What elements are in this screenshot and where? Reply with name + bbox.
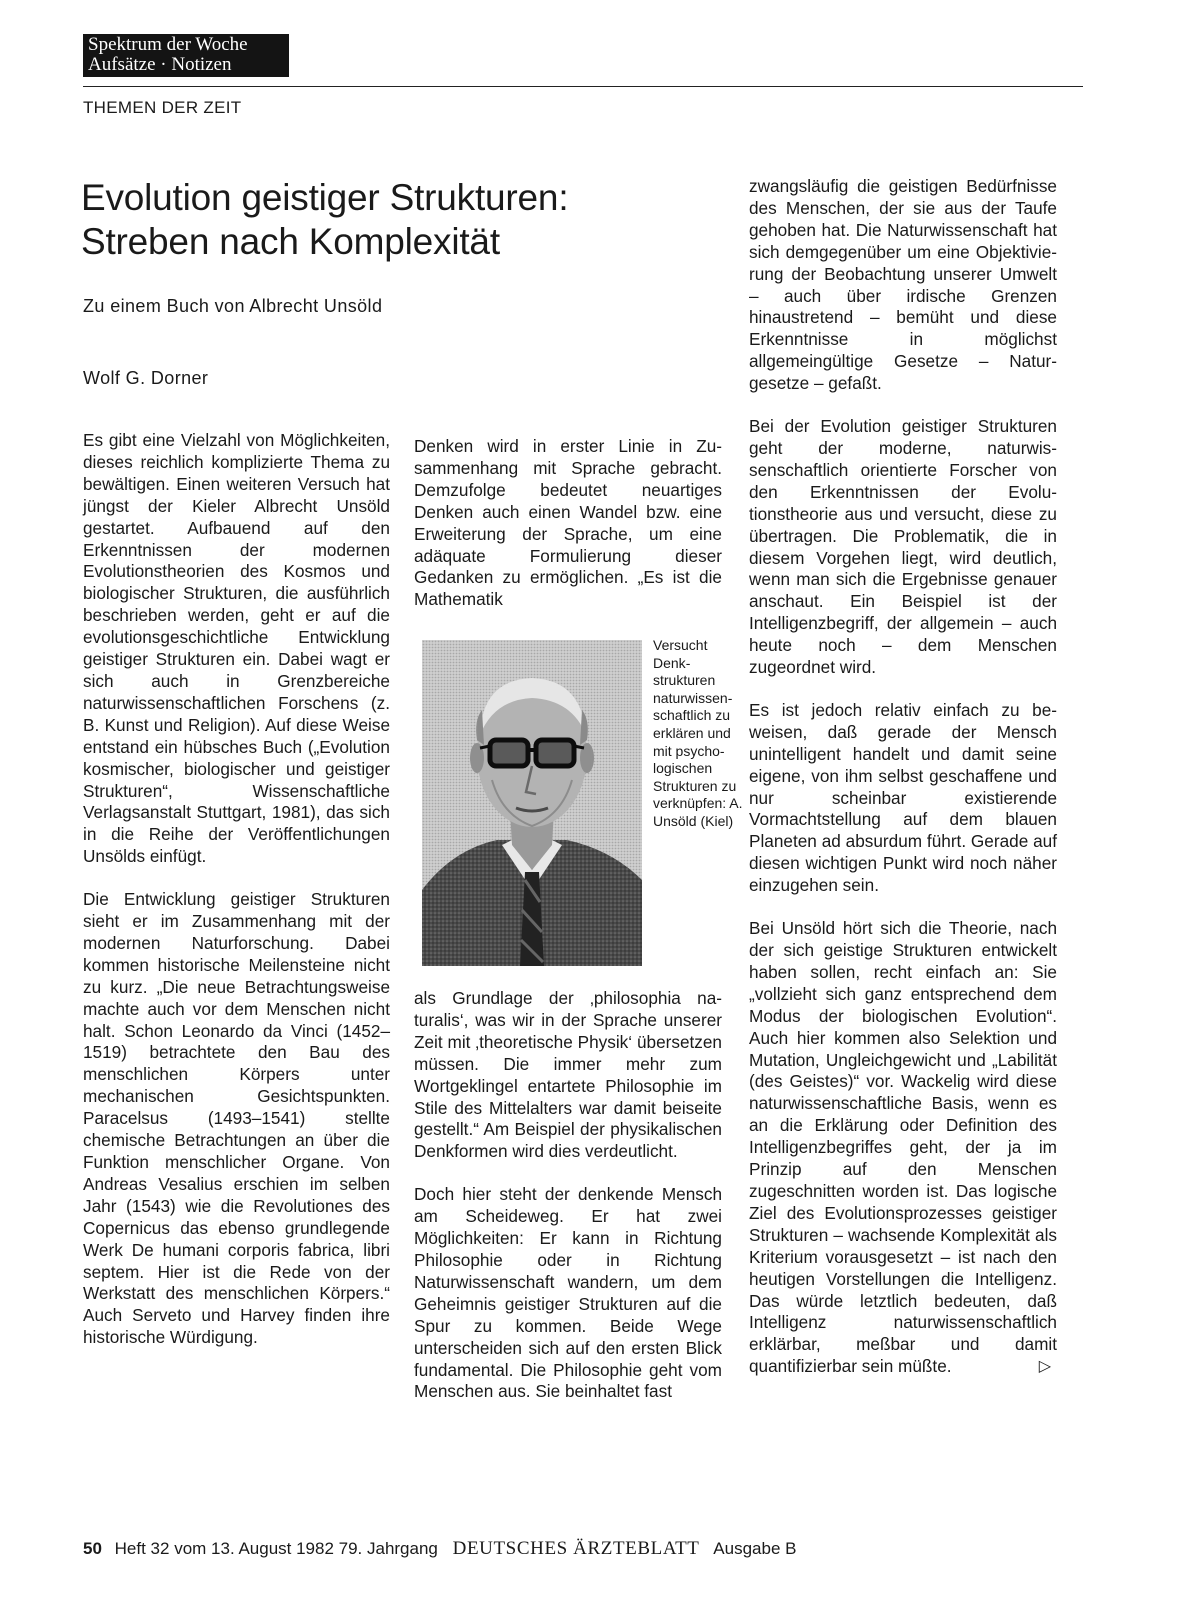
title-line-1: Evolution geistiger Strukturen: bbox=[81, 177, 569, 218]
col3-paragraph-3-text: Bei Unsöld hört sich die Theorie, nach der sich geistige Strukturen entwickelt haben sollen, recht einfach an: Sie „vollzieht sich ganz entsprechend dem Modus der biologischen Evolution“. Auch hier kommen also Selektion und Mutation, Ungleichgewicht und „Labilität (des Geistes)“ vor. Wackelig wird diese naturwissenschaftliche Basis, wenn es an die Erklärung oder Definition des Intelligenzbegriffes geht, der ja im Prinzip auf den Menschen zugeschnitten worden ist. Das logische Ziel des Evolutionsprozesses geistiger Strukturen – wachsende Komplexität als Kriterium vorausgesetzt – ist nach den heutigen Vorstellungen die Intelligenz. Das würde letztlich bedeuten, daß Intelligenz naturwissenschaftlich erklärbar, meßbar und damit quantifizierbar sein müßte. bbox=[749, 918, 1057, 1377]
page-footer bbox=[83, 1538, 796, 1560]
column-3 bbox=[749, 176, 1057, 1378]
article-author: Wolf G. Dorner bbox=[83, 368, 209, 388]
badge-line-1: Spektrum der Woche bbox=[88, 34, 248, 55]
col3-paragraph-2: Es ist jedoch relativ einfach zu beweisen, daß gerade der Mensch unintelligent handelt und damit seine eigene, von ihm selbst geschaffene und nur scheinbar existierende Vormachtstellung auf dem blauen Planeten ad absurdum führt. Gerade auf diesen wichtigen Punkt wird noch näher einzugehen sein. bbox=[749, 699, 1057, 896]
badge-line-2: Aufsätze · Notizen bbox=[88, 54, 232, 75]
column-2-bottom bbox=[414, 988, 722, 1403]
col2-paragraph-1: Denken wird in erster Linie in Zusammenhang mit Sprache gebracht. Demzufolge bedeutet neuartiges Denken auch einen Wandel bzw. eine Erweiterung der Sprache, um eine adäquate Formulierung dieser Gedanken zu ermöglichen. „Es ist die Mathematik bbox=[414, 436, 722, 610]
section-badge bbox=[83, 34, 289, 77]
col2-paragraph-2: als Grundlage der ‚philosophia naturalis‘, was wir in der Sprache unserer Zeit mit ‚theoretische Physik‘ übersetzen müssen. Die immer mehr zum Wortgeklingel entartete Philosophie im Stile des Mittelalters war damit beiseite gestellt.“ Am Beispiel der physikalischen Denkformen wird dies verdeutlicht. bbox=[414, 988, 722, 1162]
continue-arrow-icon: ▷ bbox=[1038, 1358, 1051, 1376]
section-heading: THEMEN DER ZEIT bbox=[83, 98, 242, 117]
col1-paragraph-1: Es gibt eine Vielzahl von Möglichkeiten, dieses reichlich komplizierte Thema zu bewältigen. Einen weiteren Versuch hat jüngst der Kieler Albrecht Unsöld gestartet. Aufbauend auf den Erkenntnissen der modernen Evolutionstheorien des Kosmos und biologischer Strukturen, die ausführlich beschrieben werden, geht er auf die evolutionsgeschichtliche Entwicklung geistiger Strukturen ein. Dabei wagt er sich auch in Grenzbereiche naturwissenschaftlichen Forschens (z. B. Kunst und Religion). Auf diese Weise entstand ein hübsches Buch („Evolution kosmischer, biologischer und geistiger Strukturen“, Wissenschaftliche Verlagsanstalt Stuttgart, 1981), das sich in die Reihe der Veröffentlichungen Unsölds einfügt. bbox=[83, 430, 390, 867]
edition-label: Ausgabe B bbox=[713, 1539, 797, 1558]
article-subtitle: Zu einem Buch von Albrecht Unsöld bbox=[83, 296, 383, 316]
photo-caption: Versucht Denkstrukturen naturwissenschaftlich zu erklären und mit psychologischen Strukturen zu verknüpfen: A. Unsöld (Kiel) bbox=[653, 637, 743, 829]
column-2-top bbox=[414, 436, 722, 611]
header-rule bbox=[83, 86, 1083, 87]
page-number: 50 bbox=[83, 1539, 102, 1558]
article-title bbox=[81, 176, 741, 264]
col3-paragraph-0: zwangsläufig die geistigen Bedürfnisse des Menschen, der sie aus der Taufe gehoben hat. Die Naturwissenschaft hat sich demgegenüber um eine Objektivierung der Beobachtung unserer Umwelt – auch über irdische Grenzen hinaustretend – bemüht und diese Erkenntnisse in möglichst allgemeingültige Gesetze – Naturgesetze – gefaßt. bbox=[749, 176, 1057, 394]
col3-paragraph-3 bbox=[749, 918, 1057, 1378]
col2-paragraph-3: Doch hier steht der denkende Mensch am Scheideweg. Er hat zwei Möglichkeiten: Er kann in Richtung Philosophie oder in Richtung Naturwissenschaft wandern, um dem Geheimnis geistiger Strukturen auf die Spur zu kommen. Beide Wege unterscheiden sich auf den ersten Blick fundamental. Die Philosophie geht vom Menschen aus. Sie beinhaltet fast bbox=[414, 1184, 722, 1402]
title-line-2: Streben nach Komplexität bbox=[81, 221, 500, 262]
portrait-photo bbox=[422, 640, 642, 966]
journal-name: DEUTSCHES ÄRZTEBLATT bbox=[452, 1538, 700, 1559]
col3-paragraph-1: Bei der Evolution geistiger Strukturen geht der moderne, naturwissenschaftlich orientierte Forscher von den Erkenntnissen der Evolutionstheorie aus und versucht, diese zu übertragen. Die Problematik, die in diesem Vorgehen liegt, wird deutlich, wenn man sich die Ergebnisse genauer anschaut. Ein Beispiel ist der Intelligenzbegriff, der allgemein – auch heute noch – dem Menschen zugeordnet wird. bbox=[749, 416, 1057, 678]
col1-paragraph-2: Die Entwicklung geistiger Strukturen sieht er im Zusammenhang mit der modernen Naturforschung. Dabei kommen historische Meilensteine nicht zu kurz. „Die neue Betrachtungsweise machte auch vor dem Menschen nicht halt. Schon Leonardo da Vinci (1452–1519) betrachtete den Bau des menschlichen Körpers unter mechanischen Gesichtspunkten. Paracelsus (1493–1541) stellte chemische Betrachtungen an über die Funktion menschlicher Organe. Von Andreas Vesalius erschien im selben Jahr (1543) wie die Revolutiones des Copernicus das ebenso grundlegende Werk De humani corporis fabrica, libri septem. Hier ist die Rede von der Werkstatt des menschlichen Körpers.“ Auch Serveto und Harvey finden ihre historische Würdigung. bbox=[83, 889, 390, 1348]
issue-info: Heft 32 vom 13. August 1982 79. Jahrgang bbox=[114, 1539, 438, 1558]
column-1 bbox=[83, 430, 390, 1349]
